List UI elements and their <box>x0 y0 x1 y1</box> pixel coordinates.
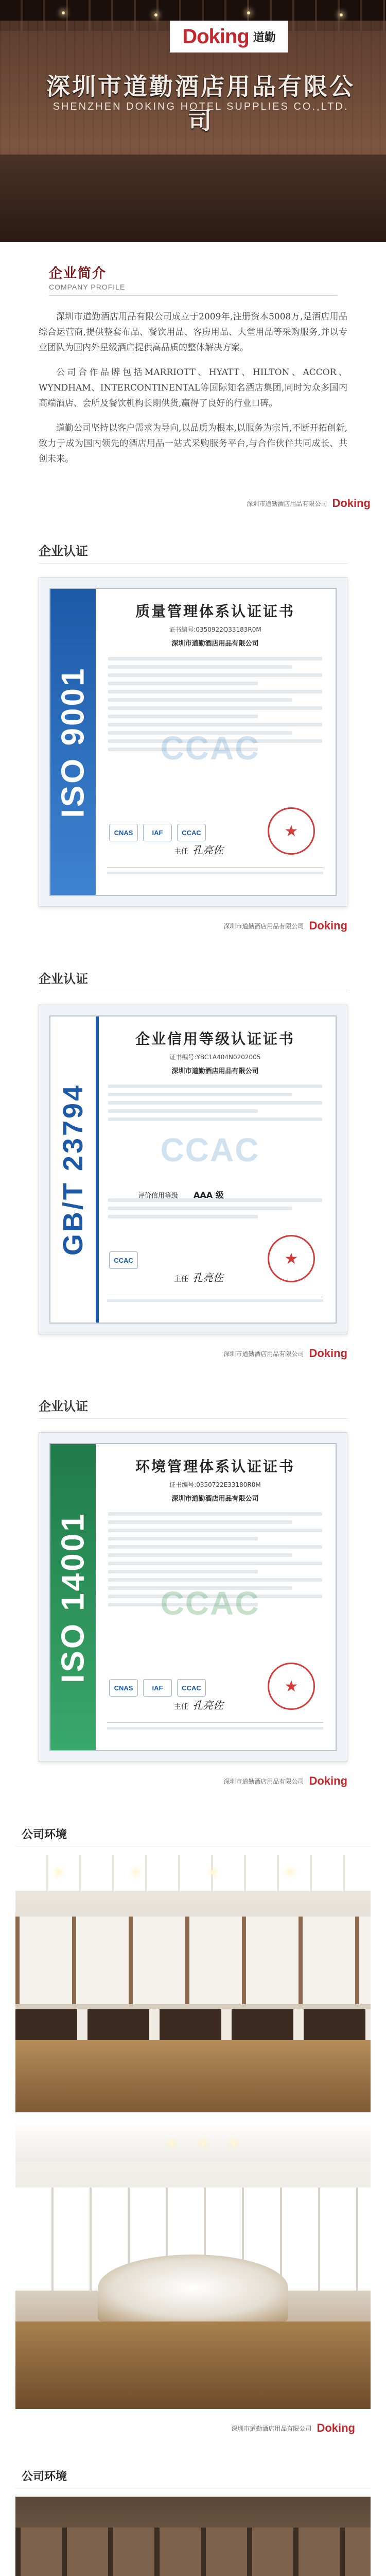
logo-text: Doking <box>182 25 249 48</box>
section-footer <box>0 492 386 526</box>
profile-paragraph: 道勤公司坚持以客户需求为导向,以品质为根本,以服务为宗旨,不断开拓创新,致力于成为国内领先的酒店用品一站式采购服务平台,与合作伙伴共同成长、共创未来。 <box>39 423 347 464</box>
footer-tagline: 深圳市道勤酒店用品有限公司 <box>223 1777 304 1785</box>
footer-brand: Doking <box>332 497 371 510</box>
cert-watermark: CCAC <box>160 1131 260 1168</box>
cert-number: 证书编号:YBC1A404N0202005 <box>169 1054 261 1061</box>
cert-footer-text <box>107 1295 323 1309</box>
cert-side-text: ISO 9001 <box>55 666 91 818</box>
cert-side-band <box>50 1444 96 1750</box>
section-footer <box>39 907 347 948</box>
footer-tagline: 深圳市道勤酒店用品有限公司 <box>223 1350 304 1358</box>
showroom-photo <box>15 2497 371 2576</box>
company-sign-chinese: 深圳市道勤酒店用品有限公司 <box>46 73 355 134</box>
hero-ceiling-lamp <box>62 11 65 14</box>
profile-paragraph: 深圳市道勤酒店用品有限公司成立于2009年,注册资本5008万,是酒店用品综合运营商,提供整套布品、餐饮用品、客房用品、大堂用品等采购服务,并以专业团队为国内外星级酒店提供高品质的整体解决方案。 <box>39 312 347 353</box>
footer-tagline: 深圳市道勤酒店用品有限公司 <box>247 500 327 507</box>
cert-side-text: ISO 14001 <box>55 1511 91 1683</box>
cert-title: 企业信用等级认证证书 <box>135 1030 295 1047</box>
footer-tagline: 深圳市道勤酒店用品有限公司 <box>223 922 304 930</box>
hero-ceiling-lamp <box>247 11 250 14</box>
cnas-logo: CNAS <box>109 1679 138 1697</box>
cert-title: 质量管理体系认证证书 <box>135 603 295 620</box>
cert-signature: 主任 孔亮佐 <box>174 1272 223 1284</box>
showroom-photo <box>15 1855 371 2112</box>
section-footer <box>39 1334 347 1376</box>
cert-watermark: CCAC <box>160 730 260 767</box>
section-footer <box>39 1762 347 1803</box>
company-environment-gallery <box>0 2450 386 2576</box>
certificate-image <box>39 1005 347 1334</box>
hero-ceiling-lamp <box>340 13 343 16</box>
iaf-logo: IAF <box>143 1679 172 1697</box>
showroom-photo <box>15 2121 371 2409</box>
iaf-logo: IAF <box>143 824 172 841</box>
cert-section-title: 企业认证 <box>39 1396 347 1419</box>
ccac-logo: CCAC <box>177 824 206 841</box>
footer-tagline: 深圳市道勤酒店用品有限公司 <box>231 2425 312 2432</box>
cert-section-title: 企业认证 <box>39 969 347 991</box>
cert-number: 证书编号:0350922Q33183R0M <box>169 626 261 633</box>
cert-side-stripe <box>96 1016 99 1323</box>
hero-banner <box>0 0 386 242</box>
cert-watermark: CCAC <box>160 1585 260 1622</box>
cert-title: 环境管理体系认证证书 <box>135 1458 295 1475</box>
footer-brand: Doking <box>317 2421 355 2434</box>
cert-accreditation-logos <box>109 1679 206 1697</box>
cnas-logo: CNAS <box>109 824 138 841</box>
cert-signature: 主任 孔亮佐 <box>174 1699 223 1711</box>
cert-footer-text <box>107 867 323 882</box>
cert-credit-grade: 评价信用等级 AAA 级 <box>138 1190 224 1200</box>
logo-chinese: 道勤 <box>253 31 276 44</box>
cert-body-text <box>108 1198 322 1218</box>
certificate-section-gbt23794 <box>0 953 386 1381</box>
gallery-title: 公司环境 <box>15 2468 371 2488</box>
cert-accreditation-logos <box>109 824 206 841</box>
ccac-logo: CCAC <box>109 1251 138 1269</box>
profile-title: 企业简介 <box>49 266 107 281</box>
cert-company: 深圳市道勤酒店用品有限公司 <box>171 640 259 648</box>
cert-red-seal-icon <box>268 807 315 855</box>
profile-paragraph: 公司合作品牌包括MARRIOTT、HYATT、HILTON、ACCOR、WYNDHAM、INTERCONTINENTAL等国际知名酒店集团,同时为众多国内高端酒店、会所及餐饮机构长期供货,赢得了良好的行业口碑。 <box>39 367 347 409</box>
cert-signature: 主任 孔亮佐 <box>174 844 223 856</box>
cert-red-seal-icon <box>268 1663 315 1710</box>
certificate-image <box>39 577 347 907</box>
footer-brand: Doking <box>309 919 347 932</box>
hero-ceiling-lamp <box>154 13 157 16</box>
footer-brand: Doking <box>309 1347 347 1360</box>
certificate-section-iso9001 <box>0 526 386 953</box>
hero-floor <box>0 155 386 242</box>
cert-number: 证书编号:0350722E33180R0M <box>169 1481 261 1488</box>
company-profile <box>0 242 386 526</box>
profile-text <box>0 296 386 492</box>
cert-red-seal-icon <box>268 1235 315 1282</box>
company-environment-gallery <box>0 1808 386 2450</box>
certificate-image <box>39 1432 347 1762</box>
cert-accreditation-logos <box>109 1251 138 1269</box>
cert-company: 深圳市道勤酒店用品有限公司 <box>171 1495 259 1503</box>
cert-side-band <box>50 1016 96 1323</box>
cert-footer-text <box>107 1722 323 1737</box>
cert-side-text: GB/T 23794 <box>58 1083 89 1256</box>
cert-company: 深圳市道勤酒店用品有限公司 <box>171 1067 259 1075</box>
profile-subtitle: COMPANY PROFILE <box>49 283 126 291</box>
company-logo <box>170 21 288 53</box>
footer-brand: Doking <box>309 1774 347 1787</box>
certificate-section-iso14001 <box>0 1381 386 1808</box>
gallery-title: 公司环境 <box>15 1826 371 1846</box>
section-footer <box>15 2409 371 2450</box>
company-sign-english: SHENZHEN DOKING HOTEL SUPPLIES CO.,LTD. <box>52 101 349 112</box>
cert-section-title: 企业认证 <box>39 541 347 564</box>
cert-body-text <box>108 1084 322 1121</box>
cert-side-band <box>50 589 96 895</box>
ccac-logo: CCAC <box>177 1679 206 1697</box>
